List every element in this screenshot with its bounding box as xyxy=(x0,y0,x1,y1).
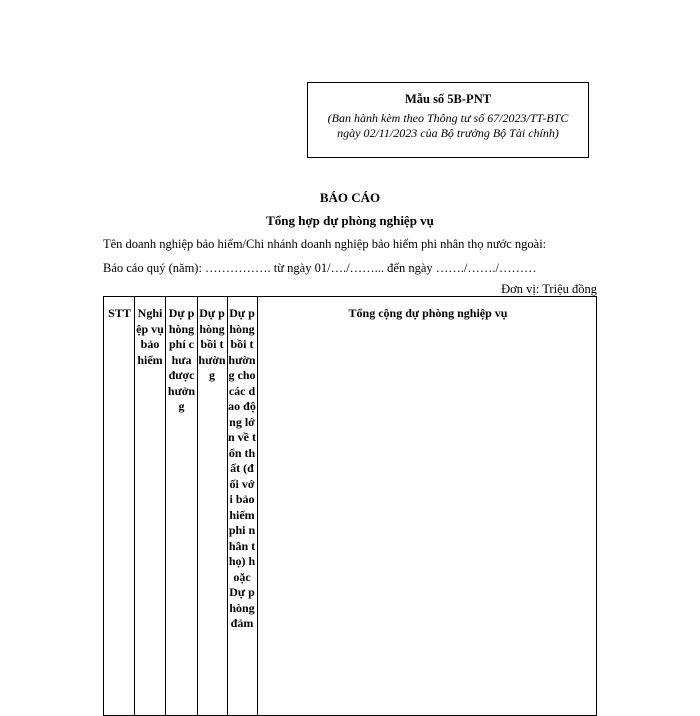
header-business-line: Nghiệp vụ bảo hiểm xyxy=(136,306,164,367)
form-info-box xyxy=(307,82,589,158)
header-unearned-premium-reserve: Dự phòng phí chưa được hưởng xyxy=(167,306,196,413)
reserve-table xyxy=(103,296,597,716)
report-title: BÁO CÁO xyxy=(319,190,381,205)
header-total-reserve: Tổng cộng dự phòng nghiệp vụ xyxy=(348,306,508,320)
report-period-line: Báo cáo quý (năm): ……………. từ ngày 01/…./……... đến ngày ……./……./……… xyxy=(103,261,537,275)
report-subtitle: Tổng hợp dự phòng nghiệp vụ xyxy=(266,213,434,228)
form-issued-note: (Ban hành kèm theo Thông tư số 67/2023/TT-BTC ngày 02/11/2023 của Bộ trưởng Bộ Tài chính) xyxy=(327,111,569,140)
column-divider xyxy=(165,297,166,715)
column-divider xyxy=(257,297,258,715)
column-divider xyxy=(134,297,135,715)
company-name-line: Tên doanh nghiệp bảo hiểm/Chi nhánh doanh nghiệp bảo hiểm phi nhân thọ nước ngoài: xyxy=(103,237,547,251)
unit-line: Đơn vị: Triệu đồng xyxy=(501,282,597,296)
header-catastrophe-reserve: Dự phòng bồi thường cho các dao động lớn về tổn thất (đối với bảo hiểm phi nhân thọ) hoặc Dự phòng đảm xyxy=(228,306,256,630)
header-stt: STT xyxy=(108,306,131,320)
form-code: Mẫu số 5B-PNT xyxy=(404,92,492,106)
header-claims-reserve: Dự phòng bồi thường xyxy=(198,306,226,382)
